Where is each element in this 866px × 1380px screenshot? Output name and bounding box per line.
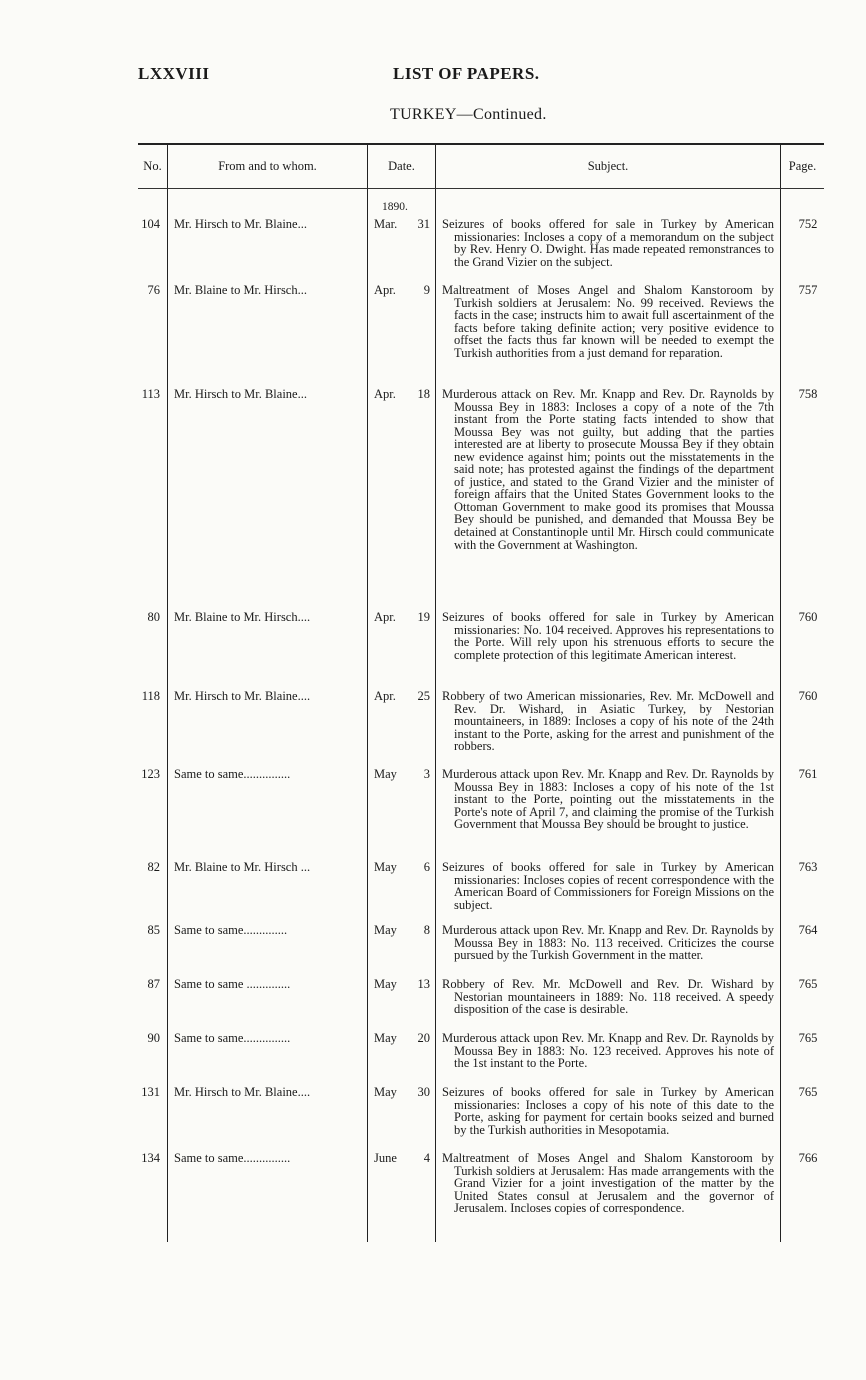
row-number: 87 xyxy=(147,977,160,991)
row-date-month: May xyxy=(374,1085,397,1099)
row-subject xyxy=(442,1152,774,1215)
row-subject-text: Maltreatment of Moses Angel and Shalom Kanstoroom by Turkish soldiers at Jerusalem: Has made arrangements with the Grand Vizier for a joint investigation of the matter by the United States consul at Jerusalem and the governor of Jerusalem. Incloses copies of correspondence. xyxy=(442,1151,774,1216)
row-date-day: 13 xyxy=(417,977,430,991)
row-subject xyxy=(442,978,774,1016)
row-subject xyxy=(442,861,774,911)
row-from-to: Mr. Blaine to Mr. Hirsch.... xyxy=(174,611,311,624)
row-from-to: Mr. Blaine to Mr. Hirsch ... xyxy=(174,861,311,874)
row-number: 82 xyxy=(147,860,160,874)
column-divider xyxy=(780,145,781,1242)
section-title: TURKEY—Continued. xyxy=(390,106,547,123)
row-from-to: Mr. Blaine to Mr. Hirsch... xyxy=(174,284,307,297)
row-page: 757 xyxy=(798,283,818,297)
row-date-day: 20 xyxy=(417,1031,430,1045)
row-date-month: Apr. xyxy=(374,387,396,401)
row-subject-text: Seizures of books offered for sale in Turkey by American missionaries: Incloses a copy of a memorandum on the subject by Rev. Henry O. Dwight. Has made repeated remonstrances to the Grand Vizier on the subject. xyxy=(442,217,774,269)
column-divider xyxy=(167,145,168,1242)
row-page: 766 xyxy=(798,1151,818,1165)
row-date-day: 8 xyxy=(423,923,430,937)
row-subject xyxy=(442,690,774,753)
column-header-date: Date. xyxy=(388,159,415,173)
row-subject xyxy=(442,1086,774,1136)
row-number: 113 xyxy=(141,387,160,401)
row-subject-text: Robbery of two American missionaries, Rev. Mr. McDowell and Rev. Dr. Wishard, in Asiatic Turkey, by Nestorian mountaineers, in 1889: Incloses a copy of his note of the 24th instant to the Porte, asking for the arrest and punishment of the robbers. xyxy=(442,689,774,754)
row-subject-text: Seizures of books offered for sale in Turkey by American missionaries: Incloses copies of recent correspondence with the American Board of Commissioners for Foreign Missions on the subject. xyxy=(442,860,774,912)
row-number: 104 xyxy=(141,217,160,231)
row-subject-text: Seizures of books offered for sale in Turkey by American missionaries: No. 104 received. Approves his representations to the Porte. Will rely upon his strenuous efforts to secure the complete protection of this legitimate American interest. xyxy=(442,610,774,662)
row-date-month: May xyxy=(374,860,397,874)
row-number: 134 xyxy=(141,1151,160,1165)
header-rule xyxy=(138,188,824,189)
row-date-day: 31 xyxy=(417,217,430,231)
column-divider xyxy=(435,145,436,1242)
row-number: 80 xyxy=(147,610,160,624)
row-from-to: Same to same .............. xyxy=(174,978,291,991)
row-date-day: 3 xyxy=(423,767,430,781)
row-number: 123 xyxy=(141,767,160,781)
papers-table xyxy=(138,143,824,1242)
row-from-to: Same to same............... xyxy=(174,1152,291,1165)
row-subject xyxy=(442,284,774,359)
row-number: 76 xyxy=(147,283,160,297)
row-page: 760 xyxy=(798,689,818,703)
row-subject-text: Murderous attack on Rev. Mr. Knapp and Rev. Dr. Raynolds by Moussa Bey in 1883: Incloses a copy of a note of the 7th instant from the Porte stating facts intended to show that Moussa Bey was not guilty, but adding that the parties interested are at liberty to prosecute Moussa Bey if they obtain new evidence against him; points out the misstatements in the said note; has protested against the findings of the department of justice, and stated to the Grand Vizier and the minister of foreign affairs that the United States Government looks to the Ottoman Government to make good its promises that Moussa Bey should be punished, and demanded that Moussa Bey be detained at Constantinople until Mr. Hirsch could communicate with the Government at Washington. xyxy=(442,387,774,552)
row-date-day: 4 xyxy=(423,1151,430,1165)
row-date-month: Apr. xyxy=(374,610,396,624)
year-label: 1890. xyxy=(382,201,408,213)
row-subject xyxy=(442,768,774,831)
row-number: 85 xyxy=(147,923,160,937)
row-subject xyxy=(442,1032,774,1070)
row-subject-text: Murderous attack upon Rev. Mr. Knapp and Rev. Dr. Raynolds by Moussa Bey in 1883: No. 113 received. Criticizes the course pursued by the Turkish Government in the matter. xyxy=(442,923,774,963)
page-number: LXXVIII xyxy=(138,64,210,83)
row-date-day: 6 xyxy=(423,860,430,874)
row-subject-text: Murderous attack upon Rev. Mr. Knapp and Rev. Dr. Raynolds by Moussa Bey in 1883: Incloses a copy of his note of the 1st instant to the Porte, pointing out the misstatements in the Porte's note of April 7, and claiming the promise of the Turkish Government that Moussa Bey should be brought to justice. xyxy=(442,767,774,832)
row-date-month: May xyxy=(374,1031,397,1045)
column-header-from: From and to whom. xyxy=(218,159,317,173)
row-page: 761 xyxy=(798,767,818,781)
row-subject xyxy=(442,924,774,962)
row-page: 765 xyxy=(798,1085,818,1099)
page-header xyxy=(138,64,828,86)
row-subject-text: Maltreatment of Moses Angel and Shalom Kanstoroom by Turkish soldiers at Jerusalem: No. 99 received. Reviews the facts in the case; instructs him to await full ascertainment of the facts before taking definite action; very positive evidence to offset the facts thus far known will be needed to exempt the Turkish authorities from a just demand for reparation. xyxy=(442,283,774,360)
row-date-month: May xyxy=(374,977,397,991)
row-page: 760 xyxy=(798,610,818,624)
row-date-day: 9 xyxy=(423,283,430,297)
row-page: 763 xyxy=(798,860,818,874)
row-from-to: Same to same............... xyxy=(174,768,291,781)
row-subject-text: Seizures of books offered for sale in Turkey by American missionaries: Incloses a copy of his note of this date to the Porte, asking for payment for certain books seized and burned by the Turkish authorities in Mesopotamia. xyxy=(442,1085,774,1137)
row-page: 752 xyxy=(798,217,818,231)
row-page: 764 xyxy=(798,923,818,937)
row-from-to: Mr. Hirsch to Mr. Blaine... xyxy=(174,218,307,231)
column-header-no: No. xyxy=(143,159,162,173)
row-date-month: June xyxy=(374,1151,397,1165)
column-header-page: Page. xyxy=(788,159,817,173)
row-from-to: Mr. Hirsch to Mr. Blaine... xyxy=(174,388,307,401)
row-date-month: Mar. xyxy=(374,217,398,231)
row-page: 765 xyxy=(798,1031,818,1045)
row-page: 765 xyxy=(798,977,818,991)
row-date-month: May xyxy=(374,923,397,937)
row-date-month: Apr. xyxy=(374,689,396,703)
row-subject-text: Murderous attack upon Rev. Mr. Knapp and Rev. Dr. Raynolds by Moussa Bey in 1883: No. 123 received. Approves his note of the 1st instant to the Porte. xyxy=(442,1031,774,1071)
row-from-to: Same to same.............. xyxy=(174,924,288,937)
page-title: LIST OF PAPERS. xyxy=(393,64,540,83)
row-from-to: Same to same............... xyxy=(174,1032,291,1045)
row-from-to: Mr. Hirsch to Mr. Blaine.... xyxy=(174,690,311,703)
row-number: 118 xyxy=(141,689,160,703)
row-page: 758 xyxy=(798,387,818,401)
row-from-to: Mr. Hirsch to Mr. Blaine.... xyxy=(174,1086,311,1099)
row-date-month: Apr. xyxy=(374,283,396,297)
row-subject xyxy=(442,611,774,661)
row-date-day: 30 xyxy=(417,1085,430,1099)
row-date-month: May xyxy=(374,767,397,781)
row-date-day: 19 xyxy=(417,610,430,624)
row-subject xyxy=(442,388,774,551)
row-date-day: 25 xyxy=(417,689,430,703)
column-divider xyxy=(367,145,368,1242)
row-date-day: 18 xyxy=(417,387,430,401)
row-subject-text: Robbery of Rev. Mr. McDowell and Rev. Dr. Wishard by Nestorian mountaineers in 1889: No. 118 received. A speedy disposition of the case is desirable. xyxy=(442,977,774,1017)
row-number: 90 xyxy=(147,1031,160,1045)
row-subject xyxy=(442,218,774,268)
column-header-subject: Subject. xyxy=(587,159,629,173)
row-number: 131 xyxy=(141,1085,160,1099)
